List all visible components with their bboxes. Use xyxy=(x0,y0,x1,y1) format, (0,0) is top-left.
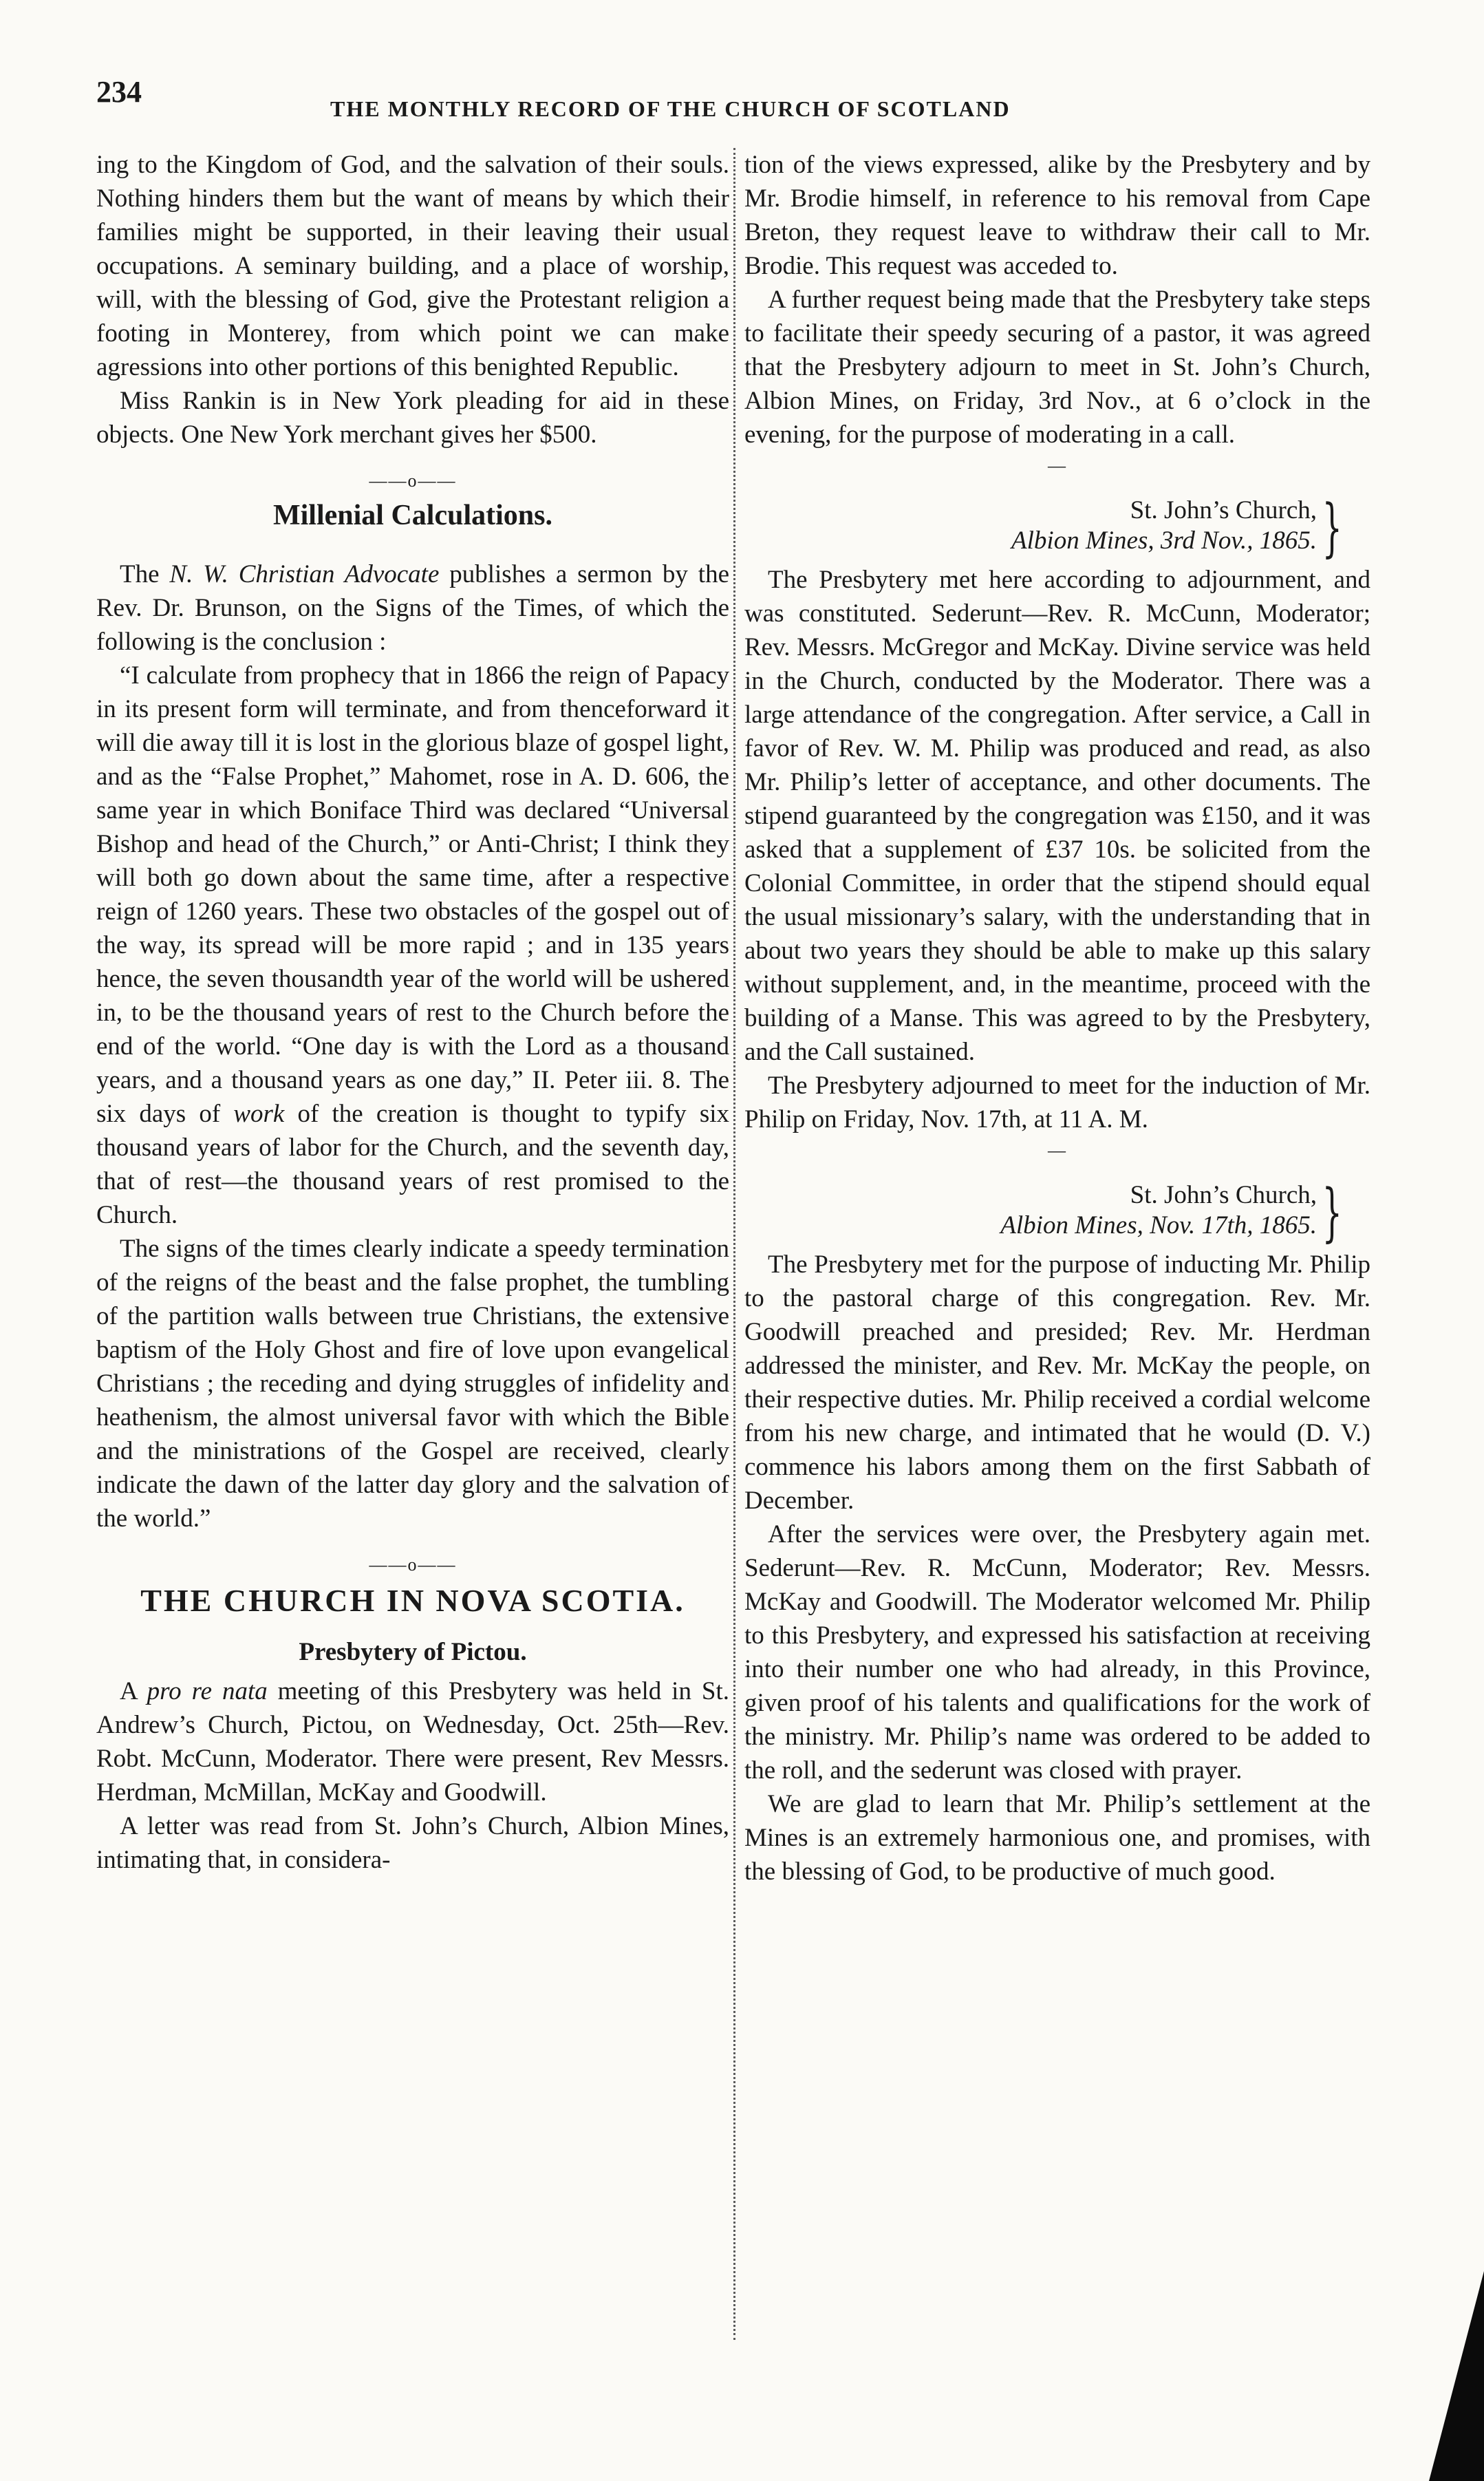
paragraph: The signs of the times clearly indicate a speedy termination of the reigns of the beast and the false prophet, the tumbling of the partition walls between true Christians, the extensive baptism of the Holy Ghost and fire of love upon evangelical Christians ; the receding and dying struggles of infidelity and heathenism, the almost universal favor with which the Bible and the ministrations of the Gospel are received, clearly indicate the dawn of the latter day glory and the salvation of the world.” xyxy=(96,1235,729,1533)
left-column xyxy=(96,148,729,1877)
paragraph: The Presbytery adjourned to meet for the induction of Mr. Philip on Friday, Nov. 17th, at 11 A. M. xyxy=(744,1072,1370,1133)
quotation-paragraph: “I calculate from prophecy that in 1866 the reign of Papacy in its present form will terminate, and from thenceforward it will die away till it is lost in the glorious blaze of gospel light, and as the “False Prophet,” Mahomet, rose in A. D. 606, the same year in which Boniface Third was declared “Universal Bishop and head of the Church,” or Anti-Christ; I think they will both go down about the same time, after a respective reign of 1260 years. These two obstacles of the gospel out of the way, its spread will be more rapid ; and in 135 years hence, the seven thousandth year of the world will be ushered in, to be the thousand years of rest to the Church before the end of the world. “One day is with the Lord as a thousand years, and a thousand years as one day,” II. Peter iii. 8. The six days of work of the creation is thought to typify six thousand years of labor for the Church, and the seventh day, that of rest—the thousand years of rest promised to the Church. xyxy=(96,661,730,1229)
page-number: 234 xyxy=(96,75,142,109)
section-title: THE CHURCH IN NOVA SCOTIA. xyxy=(140,1583,685,1618)
dateline xyxy=(744,491,1370,564)
emphasis-word: work xyxy=(233,1100,285,1128)
paragraph: A further request being made that the Presbytery take steps to facilitate their speedy securing of a pastor, it was agreed that the Presbytery adjourn to meet in St. John’s Church, Albion Mines, on Friday, 3rd Nov., at 6 o’clock in the evening, for the purpose of moderating in a call. xyxy=(744,286,1370,449)
article-title: Millenial Calculations. xyxy=(272,500,552,531)
paragraph: tion of the views expressed, alike by the Presbytery and by Mr. Brodie himself, in reference to his removal from Cape Breton, they request leave to withdraw their call to Mr. Brodie. This request was acceded to. xyxy=(744,151,1370,280)
paragraph: The Presbytery met for the purpose of inducting Mr. Philip to the pastoral charge of this congregation. Rev. Mr. Goodwill preached and presided; Rev. Mr. Herdman addressed the minister, and Rev. Mr. McKay the people, on their respective duties. Mr. Philip received a cordial welcome from his new charge, and intimated that he would (D. V.) commence his labors among them on the first Sabbath of December. xyxy=(744,1250,1370,1515)
paragraph: After the services were over, the Presbytery again met. Sederunt—Rev. R. McCunn, Moderator; Rev. Messrs. McKay and Goodwill. The Moderator welcomed Mr. Philip to this Presbytery, and expressed his satisfaction at receiving into their number one who had already, in this Province, given proof of his talents and qualifications for the work of the ministry. Mr. Philip’s name was ordered to be added to the roll, and the sederunt was closed with prayer. xyxy=(744,1520,1370,1785)
paragraph: Miss Rankin is in New York pleading for aid in these objects. One New York merchant gives her $500. xyxy=(96,387,729,449)
publication-name: N. W. Christian Advocate xyxy=(169,560,440,588)
paragraph: The N. W. Christian Advocate publishes a sermon by the Rev. Dr. Brunson, on the Signs of the Times, of which the following is the conclusion : xyxy=(96,560,729,656)
paragraph: ing to the Kingdom of God, and the salvation of their souls. Nothing hinders them but the want of means by which their families might be supported, in their leaving their usual occupations. A seminary building, and a place of worship, will, with the blessing of God, give the Protestant religion a footing in Monterey, from which point we can make agressions into other portions of this benighted Republic. xyxy=(96,151,729,381)
section-separator: ——o—— xyxy=(369,1555,457,1575)
right-column xyxy=(744,148,1370,1888)
latin-phrase: pro re nata xyxy=(147,1677,268,1705)
section-separator: — xyxy=(1048,1140,1067,1160)
dateline-place: St. John’s Church, xyxy=(1130,1181,1317,1209)
dateline-date: Albion Mines, 3rd Nov., 1865. xyxy=(1011,526,1317,555)
brace-mark: } xyxy=(1322,1175,1343,1249)
section-separator: ——o—— xyxy=(369,471,457,491)
paragraph: A pro re nata meeting of this Presbytery was held in St. Andrew’s Church, Pictou, on Wednesday, Oct. 25th—Rev. Robt. McCunn, Moderator. There were present, Rev Messrs. Herdman, McMillan, McKay and Goodwill. xyxy=(96,1677,729,1807)
column-divider xyxy=(733,148,735,2340)
dateline-place: St. John’s Church, xyxy=(1130,496,1317,524)
paragraph: A letter was read from St. John’s Church, Albion Mines, intimating that, in considera- xyxy=(96,1812,729,1874)
section-separator: — xyxy=(1048,456,1067,476)
paragraph: We are glad to learn that Mr. Philip’s settlement at the Mines is an extremely harmonious one, and promises, with the blessing of God, to be productive of much good. xyxy=(744,1790,1370,1886)
brace-mark: } xyxy=(1322,491,1343,564)
dateline-date: Albion Mines, Nov. 17th, 1865. xyxy=(1000,1211,1317,1239)
page-edge-shadow xyxy=(1429,2271,1484,2481)
section-subtitle: Presbytery of Pictou. xyxy=(299,1638,527,1666)
running-head: THE MONTHLY RECORD OF THE CHURCH OF SCOTLAND xyxy=(330,96,1011,121)
dateline xyxy=(744,1175,1370,1249)
paragraph: The Presbytery met here according to adjournment, and was constituted. Sederunt—Rev. R. McCunn, Moderator; Rev. Messrs. McGregor and McKay. Divine service was held in the Church, conducted by the Moderator. There was a large attendance of the congregation. After service, a Call in favor of Rev. W. M. Philip was produced and read, as also Mr. Philip’s letter of acceptance, and other documents. The stipend guaranteed by the congregation was £150, and it was asked that a supplement of £37 10s. be solicited from the Colonial Committee, in order that the stipend should equal the usual missionary’s salary, with the understanding that in about two years they should be able to make up this salary without supplement, and, in the meantime, proceed with the building of a Manse. This was agreed to by the Presbytery, and the Call sustained. xyxy=(744,566,1370,1066)
